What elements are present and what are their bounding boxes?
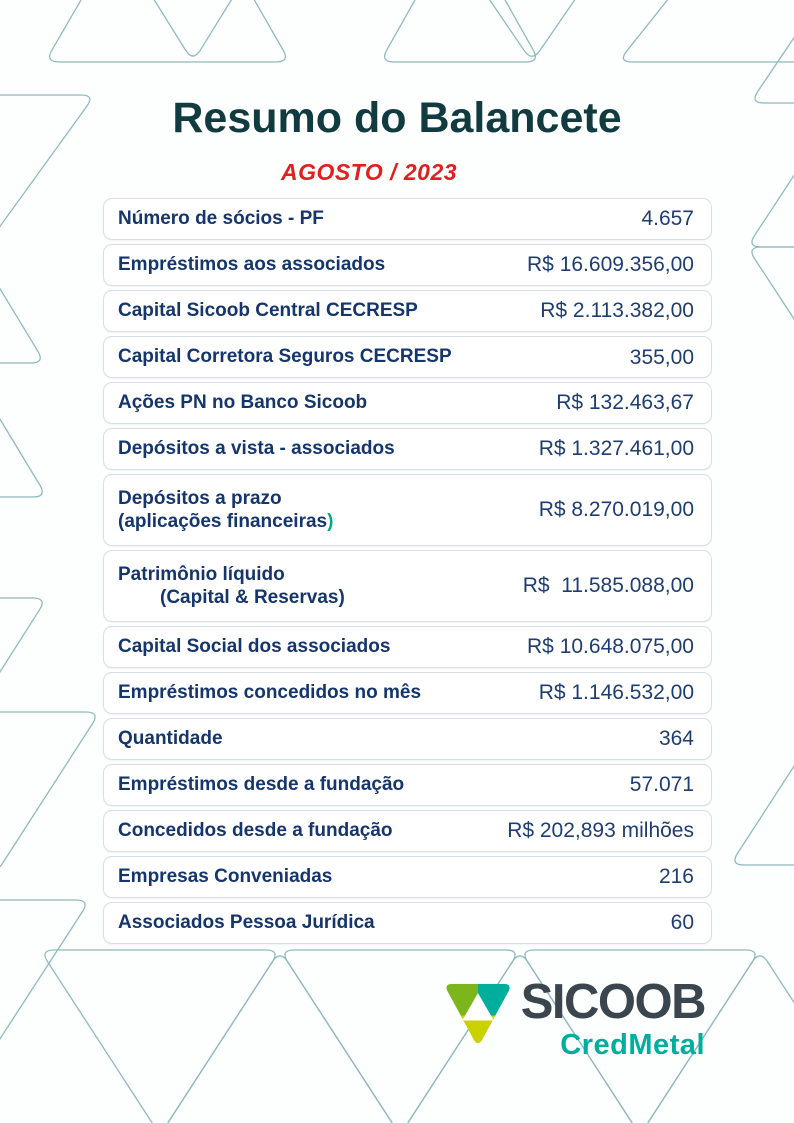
row-value: 60: [670, 911, 694, 934]
table-row: [103, 198, 712, 240]
row-value: 355,00: [629, 346, 694, 369]
deco-triangle-outline: [385, 0, 536, 62]
row-label-line: Empresas Conveniadas: [118, 866, 333, 888]
row-label-line: Empréstimos concedidos no mês: [118, 682, 422, 704]
row-label: [118, 727, 223, 750]
brand-name: SICOOB: [520, 975, 705, 1029]
deco-triangle-outline: [0, 166, 40, 363]
row-value: R$ 132.463,67: [556, 391, 694, 414]
row-label-line: Empréstimos desde a fundação: [118, 774, 405, 796]
row-label: [118, 635, 390, 658]
table-row: [103, 718, 712, 760]
row-label: [118, 911, 375, 934]
brand-unit-name: CredMetal: [560, 1028, 705, 1061]
sicoob-credmetal-logo: [442, 975, 705, 1062]
row-label-line: (aplicações financeiras): [118, 511, 334, 532]
deco-triangle-outline: [0, 598, 42, 754]
row-value: 216: [658, 865, 694, 888]
deco-triangle-outline: [430, 0, 635, 56]
deco-triangle-outline: [735, 678, 794, 865]
row-label-line: Depósitos a prazo: [118, 487, 282, 509]
page-title: Resumo do Balancete: [172, 94, 622, 142]
deco-triangle-outline: [755, 0, 794, 103]
row-label: [118, 391, 367, 414]
deco-triangle-outline: [45, 950, 275, 1123]
row-value: 57.071: [629, 773, 694, 796]
row-label-line: Quantidade: [118, 728, 223, 750]
table-row: [103, 474, 712, 546]
row-label: [118, 773, 404, 796]
deco-triangle-outline: [752, 247, 794, 434]
row-value: R$ 1.146.532,00: [538, 681, 694, 704]
table-row: [103, 382, 712, 424]
table-row: [103, 764, 712, 806]
green-paren: ): [327, 511, 334, 532]
row-label-line: Número de sócios - PF: [118, 208, 324, 230]
row-label: [118, 819, 393, 842]
row-label-line: Associados Pessoa Jurídica: [118, 912, 375, 934]
table-row: [103, 810, 712, 852]
row-label: [118, 865, 332, 888]
deco-triangle-outline: [0, 900, 85, 1056]
row-value: R$ 2.113.382,00: [540, 299, 694, 322]
summary-table: [103, 198, 712, 944]
row-label-line: Empréstimos aos associados: [118, 254, 386, 276]
row-value: R$ 202,893 milhões: [507, 819, 694, 842]
row-value: 4.657: [641, 207, 694, 230]
row-label: [118, 299, 418, 322]
row-value: R$ 8.270.019,00: [538, 498, 694, 521]
deco-triangle-outline: [165, 956, 395, 1123]
row-value: R$ 16.609.356,00: [527, 253, 694, 276]
row-label-line: Depósitos a vista - associados: [118, 438, 395, 460]
table-row: [103, 626, 712, 668]
deco-triangle-outline: [0, 712, 95, 869]
table-row: [103, 902, 712, 944]
table-row: [103, 428, 712, 470]
row-label: [118, 207, 324, 230]
row-label-line: Ações PN no Banco Sicoob: [118, 392, 368, 414]
row-label-line: Capital Sicoob Central CECRESP: [118, 300, 418, 322]
table-row: [103, 550, 712, 622]
deco-triangle-outline: [100, 0, 285, 56]
row-label-line: Concedidos desde a fundação: [118, 820, 393, 842]
row-label: [118, 681, 421, 704]
row-label: [118, 563, 345, 609]
row-label-line: (Capital & Reservas): [160, 587, 345, 608]
deco-triangle-outline: [0, 301, 42, 497]
table-row: [103, 244, 712, 286]
table-row: [103, 290, 712, 332]
row-value: R$ 11.585.088,00: [522, 574, 694, 597]
sicoob-triangle-icon: [442, 982, 514, 1049]
row-label: [118, 253, 385, 276]
table-row: [103, 672, 712, 714]
row-label-line: Capital Corretora Seguros CECRESP: [118, 346, 452, 368]
row-value: R$ 1.327.461,00: [538, 437, 694, 460]
row-label: [118, 487, 333, 533]
period-label: AGOSTO / 2023: [280, 159, 458, 185]
deco-triangle-outline: [623, 0, 794, 62]
table-row: [103, 336, 712, 378]
row-label: [118, 437, 395, 460]
table-row: [103, 856, 712, 898]
row-value: R$ 10.648.075,00: [527, 635, 694, 658]
deco-triangle-outline: [752, 61, 794, 247]
row-value: 364: [658, 727, 694, 750]
row-label: [118, 345, 452, 368]
deco-triangle-outline: [50, 0, 286, 62]
row-label-line: Patrimônio líquido: [118, 563, 285, 585]
row-label-line: Capital Social dos associados: [118, 636, 391, 658]
